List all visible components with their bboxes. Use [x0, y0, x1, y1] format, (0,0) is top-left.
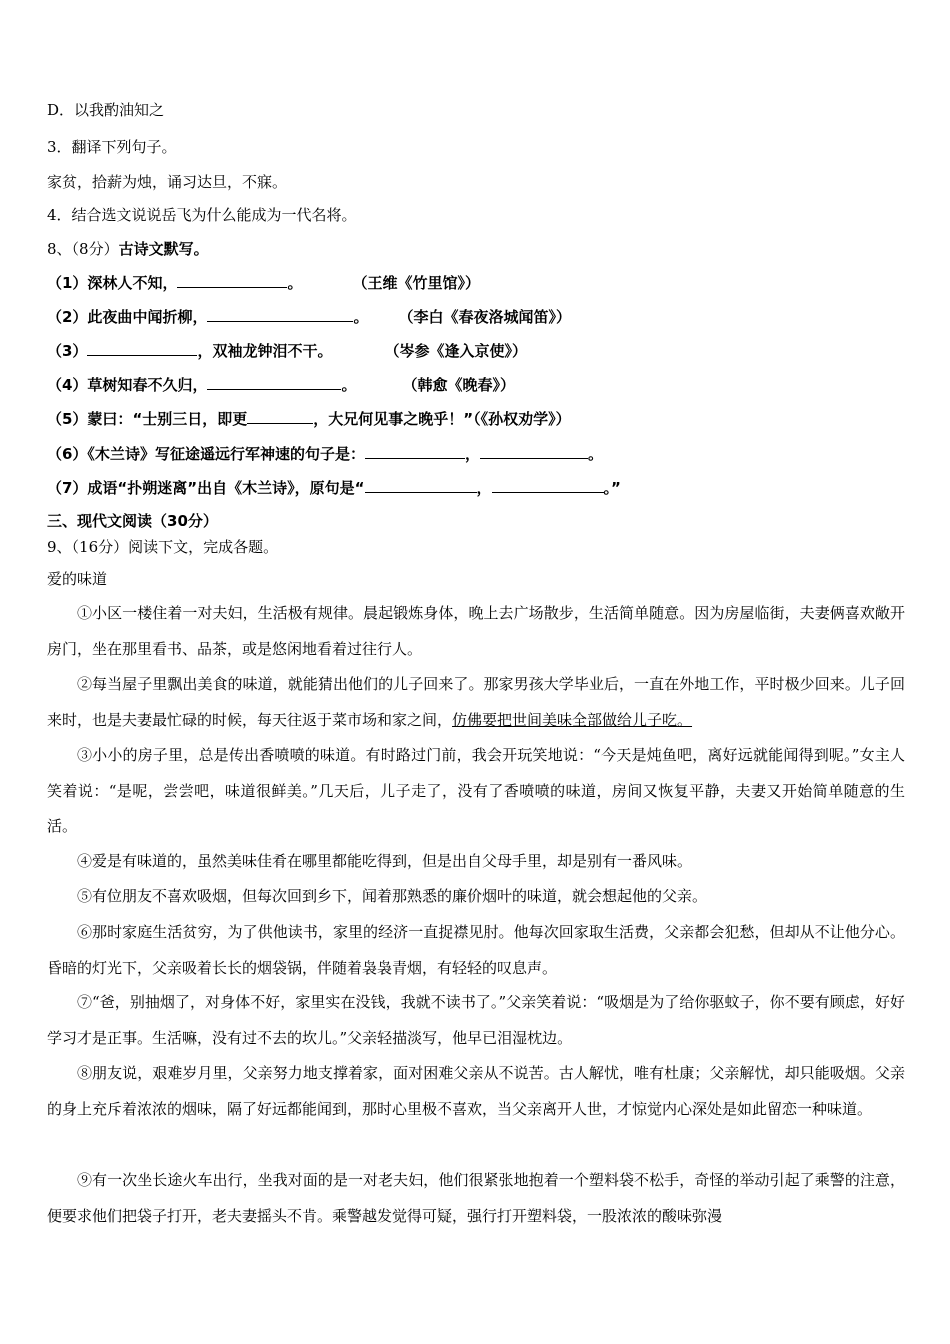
recite-item-2: （2）此夜曲中闻折柳， 。 （李白《春夜洛城闻笛》） — [47, 308, 571, 326]
paragraph-8: ⑧朋友说，艰难岁月里，父亲努力地支撑着家，面对困难父亲从不说苦。古人解忧，唯有杜康；父亲解忧，却只能吸烟。父亲的身上充斥着浓浓的烟味，隔了好远都能闻到，那时心里极不喜欢，当父亲离开人世，才惊觉内心深处是如此留恋一种味道。 — [47, 1064, 905, 1118]
paragraph-1: ①小区一楼住着一对夫妇，生活极有规律。晨起锻炼身体，晚上去广场散步，生活简单随意。因为房屋临街，夫妻俩喜欢敞开房门，坐在那里看书、品茶，或是悠闲地看着过往行人。 — [47, 604, 905, 658]
paragraph-4: ④爱是有味道的，虽然美味佳肴在哪里都能吃得到，但是出自父母手里，却是别有一番风味。 — [77, 852, 693, 870]
answer-blank[interactable] — [480, 444, 588, 459]
answer-blank[interactable] — [365, 444, 465, 459]
recite-item-3: （3） ，双袖龙钟泪不干。 （岑参《逢入京使》） — [47, 342, 527, 360]
question-4: 4．结合选文说说岳飞为什么能成为一代名将。 — [47, 206, 357, 224]
question-8-title: 古诗文默写。 — [118, 240, 209, 258]
recite-item-6: （6）《木兰诗》写征途遥远行军神速的句子是： ， 。 — [47, 445, 603, 463]
answer-blank[interactable] — [247, 409, 313, 424]
question-9: 9、（16分）阅读下文，完成各题。 — [47, 538, 279, 556]
paragraph-3: ③小小的房子里，总是传出香喷喷的味道。有时路过门前，我会开玩笑地说：“今天是炖鱼吧，离好远就能闻得到呢。”女主人笑着说：“是呢，尝尝吧，味道很鲜美。”几天后，儿子走了，没有了香喷喷的味道，房间又恢复平静，夫妻又开始简单随意的生活。 — [47, 746, 905, 835]
paragraph-6: ⑥那时家庭生活贫穷，为了供他读书，家里的经济一直捉襟见肘。他每次回家取生活费，父亲都会犯愁，但却从不让他分心。昏暗的灯光下，父亲吸着长长的烟袋锅，伴随着袅袅青烟，有轻轻的叹息声。 — [47, 923, 905, 977]
article-title: 爱的味道 — [47, 570, 108, 588]
answer-blank[interactable] — [177, 273, 287, 288]
option-d: D．以我酌油知之 — [47, 101, 165, 119]
paragraph-9: ⑨有一次坐长途火车出行，坐我对面的是一对老夫妇，他们很紧张地抱着一个塑料袋不松手，奇怪的举动引起了乘警的注意，便要求他们把袋子打开，老夫妻摇头不肯。乘警越发觉得可疑，强行打开塑料袋，一股浓浓的酸味弥漫 — [47, 1171, 905, 1225]
question-8-header — [47, 239, 209, 259]
sentence-to-translate: 家贫，拾薪为烛，诵习达旦，不寐。 — [47, 173, 288, 191]
paragraph-2: ②每当屋子里飘出美食的味道，就能猜出他们的儿子回来了。那家男孩大学毕业后，一直在外地工作，平时极少回来。儿子回来时，也是夫妻最忙碌的时候，每天往返于菜市场和家之间，仿佛要把世间美味全部做给儿子吃。 — [47, 675, 905, 729]
underlined-sentence: 仿佛要把世间美味全部做给儿子吃。 — [452, 710, 693, 729]
answer-blank[interactable] — [492, 478, 604, 493]
question-8-number: 8、（8分） — [47, 240, 119, 258]
answer-blank[interactable] — [365, 478, 477, 493]
recite-item-4: （4）草树知春不久归， 。 （韩愈《晚春》） — [47, 376, 515, 394]
section-3-heading: 三、现代文阅读（30分） — [47, 512, 218, 530]
answer-blank[interactable] — [87, 341, 197, 356]
paragraph-7: ⑦“爸，别抽烟了，对身体不好，家里实在没钱，我就不读书了。”父亲笑着说：“吸烟是为了给你驱蚊子，你不要有顾虑，好好学习才是正事。生活嘛，没有过不去的坎儿。”父亲轻描淡写，他早已泪湿枕边。 — [47, 993, 905, 1047]
answer-blank[interactable] — [207, 307, 353, 322]
recite-item-1: （1）深林人不知， 。 （王维《竹里馆》） — [47, 274, 480, 292]
answer-blank[interactable] — [207, 375, 341, 390]
question-3: 3．翻译下列句子。 — [47, 138, 177, 156]
recite-item-5: （5）蒙曰：“士别三日，即更 ，大兄何见事之晚乎！”（《孙权劝学》） — [47, 410, 571, 428]
paragraph-5: ⑤有位朋友不喜欢吸烟，但每次回到乡下，闻着那熟悉的廉价烟叶的味道，就会想起他的父亲。 — [77, 887, 708, 905]
recite-item-7: （7）成语“扑朔迷离”出自《木兰诗》，原句是“ ， 。” — [47, 479, 621, 497]
